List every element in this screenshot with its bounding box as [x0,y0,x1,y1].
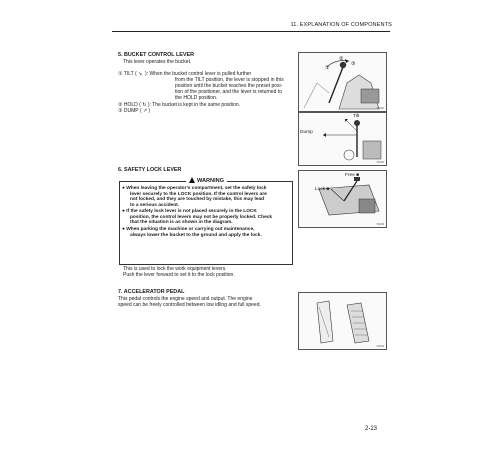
unlock-icon: ■ [356,173,360,178]
accelerator-pedal-illustration [299,293,386,349]
tilt-line-4: tion of the positioner, and the lever is returned to [175,89,283,95]
warning-triangle-icon [189,177,195,183]
header-rule [112,31,390,32]
tilt-line-5: the HOLD position. [175,95,218,101]
tilt-line-2: from the TILT position, the lever is stopped in this [175,77,284,83]
section-5-intro: This lever operates the bucket. [123,59,192,65]
hold-icon: ↻ [142,102,147,108]
warning-item-3: ● When parking the machine or carrying out maintenance, always lower the bucket to the ground and apply the lock. [122,227,262,238]
bucket-lever-figure [298,52,387,112]
section-7-heading: 7. ACCELERATOR PEDAL [118,289,185,295]
tilt-line-3: position until the bucket reaches the preset posi- [175,83,283,89]
page-header-title: 11. EXPLANATION OF COMPONENTS [290,22,392,28]
lock-icon: ■ [326,187,330,192]
section-6-body-2: Push the lever forward to set it to the lock position. [123,272,235,278]
section-7-body-2: speed can be freely controlled between low idling and full speed. [118,302,261,308]
hold-label: ② HOLD ( ↻ ): The bucket is kept in the same position. [118,102,240,108]
tilt-label: ① TILT ( ↘ ): When the bucket control lever is pulled further [118,71,252,77]
tilt-arrow-icon: ↘ [138,71,143,77]
dump-label: ③ DUMP ( ↗ ) [118,108,151,114]
safety-lock-figure [298,170,387,228]
section-6-body-1: This is used to lock the work equipment levers. [123,266,227,272]
section-7-body-1: This pedal controls the engine speed and output. The engine [118,296,253,302]
svg-text:①: ① [325,65,330,71]
figure-4-number: 74004 [376,344,384,348]
free-label-figure: Free ■ [345,173,360,178]
accelerator-pedal-figure [298,292,387,350]
warning-item-1: ● When leaving the operator’s compartment, set the safety lock lever securely to the LOCK position. If the control levers are not locked, and they are touched by mistake, this may lead to a serious accident. [122,186,267,208]
section-5-heading: 5. BUCKET CONTROL LEVER [118,52,194,58]
tilt-dump-figure [298,112,387,166]
figure-2-number: 74002 [376,160,384,164]
section-6-heading: 6. SAFETY LOCK LEVER [118,167,182,173]
tilt-label-figure: Tilt [353,114,360,119]
bucket-lever-illustration [299,53,386,111]
dump-arrow-icon: ↗ [142,108,148,114]
figure-1-number: 74001 [376,106,384,110]
svg-text:③: ③ [351,61,356,67]
warning-title: WARNING [186,177,227,184]
page-number: 2-23 [365,426,378,432]
lock-label-figure: Lock ■ [315,187,330,192]
figure-3-number: 74003 [376,222,384,226]
tilt-dump-illustration [299,113,386,165]
dump-label-figure: Dump [300,130,313,135]
safety-lock-illustration [299,171,386,227]
svg-text:②: ② [339,56,344,62]
warning-item-2: ● If the safety lock lever is not placed securely in the LOCK position, the control levers may not be properly locked. Check that the situation is as shown in the diagram. [122,209,273,226]
